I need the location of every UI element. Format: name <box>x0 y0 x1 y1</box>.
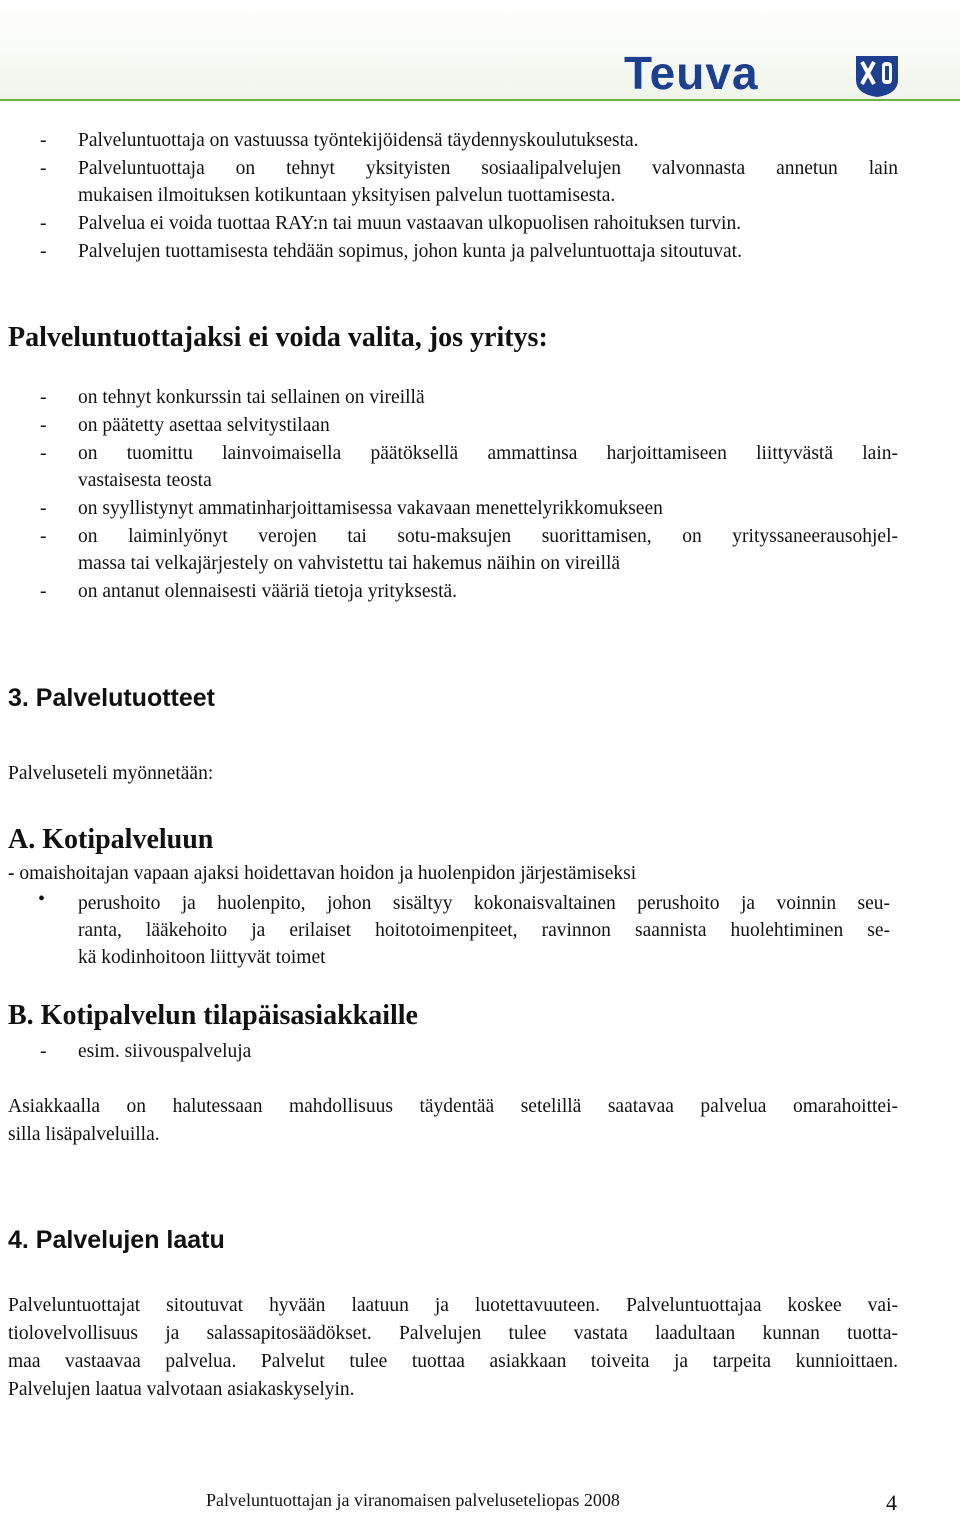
section3-a-dash: - <box>8 863 15 884</box>
exclusion-dash-6: - <box>40 581 47 602</box>
section4-line-2: tiolovelvollisuus ja salassapitosäädökset. Palvelujen tulee vastata laadultaan kunnan tuotta- <box>8 1323 898 1344</box>
teuva-logo <box>620 47 920 100</box>
section4-line-1: Palveluntuottajat sitoutuvat hyvään laatuun ja luotettavuuteen. Palveluntuottajaa koskee vai- <box>8 1295 898 1316</box>
exclusion-dash-2: - <box>40 415 47 436</box>
section3-a-bullet-line-3: kä kodinhoitoon liittyvät toimet <box>78 947 326 968</box>
intro-dash-1: - <box>40 130 47 151</box>
exclusion-item-6: on antanut olennaisesti vääriä tietoja yrityksestä. <box>78 581 458 602</box>
exclusion-item-1: on tehnyt konkurssin tai sellainen on vireillä <box>78 387 425 408</box>
exclusion-dash-3: - <box>40 443 47 464</box>
section3-a-line <box>8 860 636 887</box>
section3-a-bullet-line-1: perushoito ja huolenpito, johon sisältyy kokonaisvaltainen perushoito ja voinnin seu- <box>78 893 890 914</box>
exclusion-dash-5: - <box>40 526 47 547</box>
page-number: 4 <box>886 1490 897 1515</box>
section4-line-4: Palvelujen laatua valvotaan asiakaskyselyin. <box>8 1379 355 1400</box>
exclusion-item-2: on päätetty asettaa selvitystilaan <box>78 415 330 436</box>
section3-heading: 3. Palvelutuotteet <box>8 684 215 712</box>
section3-b-heading: B. Kotipalvelun tilapäisasiakkaille <box>8 1000 418 1031</box>
logo-wordmark: Teuva <box>624 47 759 99</box>
section3-a-bullet-line-2: ranta, lääkehoito ja erilaiset hoitotoimenpiteet, ravinnon saannista huolehtiminen se- <box>78 920 890 941</box>
intro-item-4: Palvelujen tuottamisesta tehdään sopimus, johon kunta ja palveluntuottaja sitoutuvat. <box>78 241 742 262</box>
section3-a-text: omaishoitajan vapaan ajaksi hoidettavan hoidon ja huolenpidon järjestämiseksi <box>14 863 637 884</box>
exclusion-heading: Palveluntuottajaksi ei voida valita, jos yritys: <box>8 322 548 353</box>
intro-dash-4: - <box>40 241 47 262</box>
section3-b-item: esim. siivouspalveluja <box>78 1041 252 1062</box>
section3-extra-line-2: silla lisäpalveluilla. <box>8 1124 160 1145</box>
intro-item-2: Palveluntuottaja on tehnyt yksityisten sosiaalipalvelujen valvonnasta annetun lain <box>78 158 898 179</box>
section3-a-heading: A. Kotipalveluun <box>8 824 214 855</box>
exclusion-item-3-cont: vastaisesta teosta <box>78 470 212 491</box>
intro-item-3: Palvelua ei voida tuottaa RAY:n tai muun vastaavan ulkopuolisen rahoituksen turvin. <box>78 213 742 234</box>
exclusion-item-4: on syyllistynyt ammatinharjoittamisessa vakavaan menettelyrikkomukseen <box>78 498 663 519</box>
intro-item-1: Palveluntuottaja on vastuussa työntekijöidensä täydennyskoulutuksesta. <box>78 130 639 151</box>
exclusion-item-3: on tuomittu lainvoimaisella päätöksellä ammattinsa harjoittamiseen liittyvästä lain- <box>78 443 898 464</box>
exclusion-item-5-cont: massa tai velkajärjestely on vahvistettu tai hakemus näihin on vireillä <box>78 553 621 574</box>
bullet-icon: • <box>38 888 46 910</box>
exclusion-dash-1: - <box>40 387 47 408</box>
intro-dash-2: - <box>40 158 47 179</box>
footer-title: Palveluntuottajan ja viranomaisen palveluseteliopas 2008 <box>206 1490 620 1510</box>
section3-b-dash: - <box>40 1041 47 1062</box>
exclusion-dash-4: - <box>40 498 47 519</box>
section4-heading: 4. Palvelujen laatu <box>8 1226 225 1254</box>
exclusion-item-5: on laiminlyönyt verojen tai sotu-maksujen suorittamisen, on yrityssaneerausohjel- <box>78 526 898 547</box>
section3-extra-line-1: Asiakkaalla on halutessaan mahdollisuus täydentää setelillä saatavaa palvelua omarahoittei- <box>8 1096 898 1117</box>
section4-line-3: maa vastaavaa palvelua. Palvelut tulee tuottaa asiakkaan toiveita ja tarpeita kunnioittaen. <box>8 1351 898 1372</box>
intro-dash-3: - <box>40 213 47 234</box>
section3-intro: Palveluseteli myönnetään: <box>8 763 214 784</box>
intro-item-2-cont: mukaisen ilmoituksen kotikuntaan yksityisen palvelun tuottamisesta. <box>78 185 616 206</box>
coat-of-arms-icon <box>852 54 902 98</box>
